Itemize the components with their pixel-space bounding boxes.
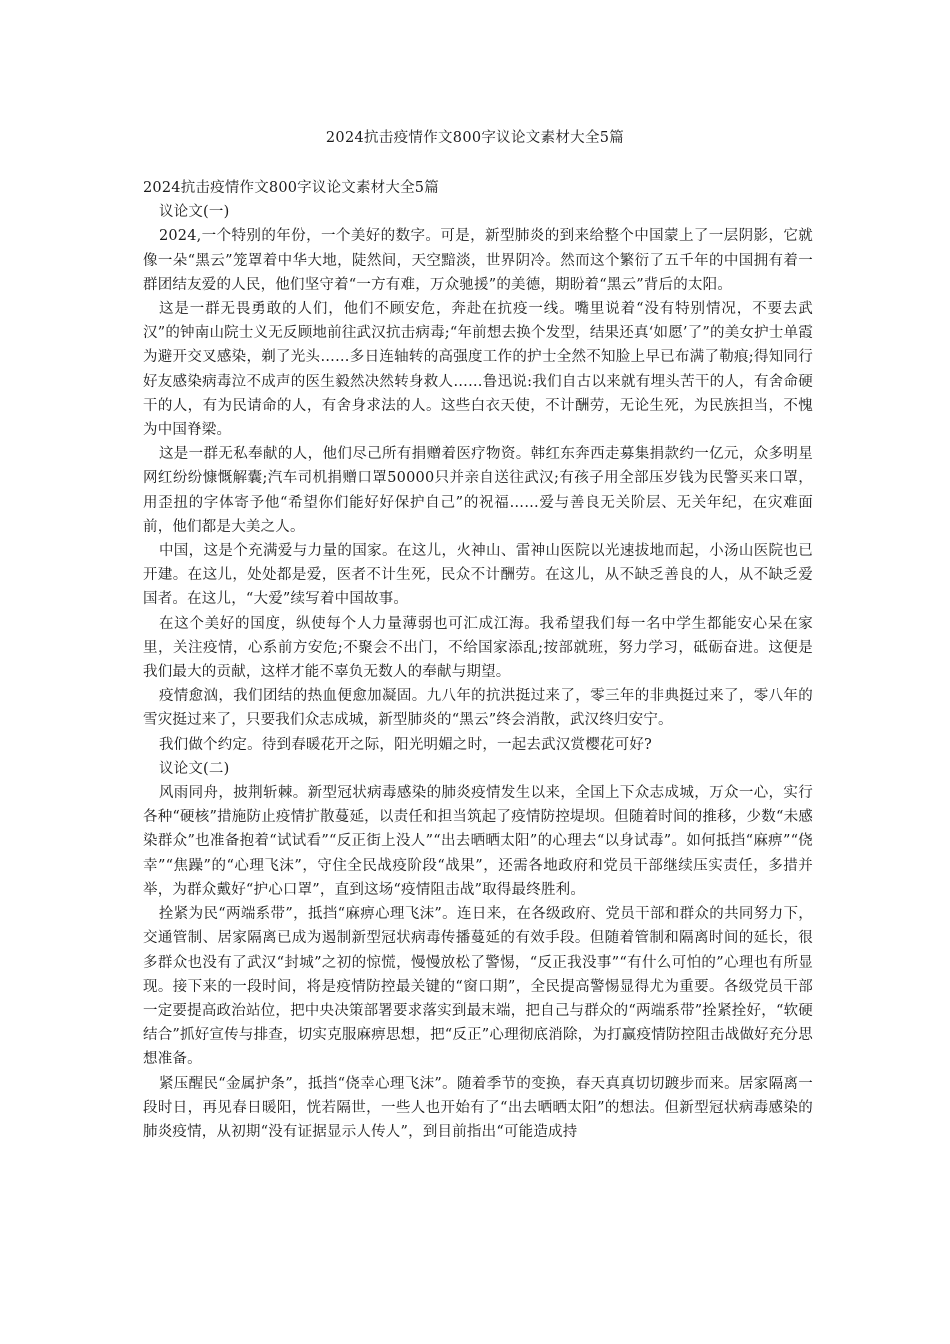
document-subtitle: 2024抗击疫情作文800字议论文素材大全5篇 [143,180,439,196]
paragraph: 风雨同舟，披荆斩棘。新型冠状病毒感染的肺炎疫情发生以来，全国上下众志成城，万众一心，实行各种“硬核”措施防止疫情扩散蔓延，以责任和担当筑起了疫情防控堤坝。但随着时间的推移，少数“未感染群众”也准备抱着“试试看”“反正街上没人”“出去晒晒太阳”的心理去“以身试毒”。如何抵挡“麻痹”“侥幸”“焦躁”的“心理飞沫”，守住全民战疫阶段“战果”，还需各地政府和党员干部继续压实责任，多措并举，为群众戴好“护心口罩”，直到这场“疫情阻击战”取得最终胜利。 [143,785,813,898]
paragraph: 这是一群无私奉献的人，他们尽己所有捐赠着医疗物资。韩红东奔西走募集捐款约一亿元，众多明星网红纷纷慷慨解囊;汽车司机捐赠口罩50000只并亲自送往武汉;有孩子用全部压岁钱为民警买来口罩，用歪扭的字体寄予他“希望你们能好好保护自己”的祝福……爱与善良无关阶层、无关年纪，在灾难面前，他们都是大美之人。 [143,446,813,535]
paragraph: 紧压醒民“金属护条”，抵挡“侥幸心理飞沫”。随着季节的变换，春天真真切切踱步而来。居家隔离一段时日，再见春日暖阳，恍若隔世，一些人也开始有了“出去晒晒太阳”的想法。但新型冠状病毒感染的肺炎疫情，从初期“没有证据显示人传人”，到目前指出“可能造成持 [143,1075,813,1140]
paragraph: 拴紧为民“两端系带”，抵挡“麻痹心理飞沫”。连日来，在各级政府、党员干部和群众的共同努力下，交通管制、居家隔离已成为遏制新型冠状病毒传播蔓延的有效手段。但随着管制和隔离时间的延长，很多群众也没有了武汉“封城”之初的惊慌，慢慢放松了警惕，“反正我没事”“有什么可怕的”心理也有所显现。接下来的一段时间，将是疫情防控最关键的“窗口期”，全民提高警惕显得尤为重要。各级党员干部一定要提高政治站位，把中央决策部署要求落实到最末端，把自己与群众的“两端系带”拴紧拴好，“软硬结合”抓好宣传与排查，切实克服麻痹思想，把“反正”心理彻底消除，为打赢疫情防控阻击战做好充分思想准备。 [143,906,813,1068]
section-heading: 议论文(二) [158,760,230,777]
document-title: 2024抗击疫情作文800字议论文素材大全5篇 [325,130,625,146]
paragraph: 疫情愈汹，我们团结的热血便愈加凝固。九八年的抗洪挺过来了，零三年的非典挺过来了，零八年的雪灾挺过来了，只要我们众志成城，新型肺炎的“黑云”终会消散，武汉终归安宁。 [143,688,813,729]
paragraph: 中国，这是个充满爱与力量的国家。在这儿，火神山、雷神山医院以光速拔地而起，小汤山医院也已开建。在这儿，处处都是爱，医者不计生死，民众不计酬劳。在这儿，从不缺乏善良的人，从不缺乏爱国者。在这儿，“大爱”续写着中国故事。 [143,543,813,608]
section-heading: 议论文(一) [158,204,230,221]
paragraph: 在这个美好的国度，纵使每个人力量薄弱也可汇成江海。我希望我们每一名中学生都能安心呆在家里，关注疫情，心系前方安危;不聚会不出门，不给国家添乱;按部就班，努力学习，砥砺奋进。这便是我们最大的贡献，这样才能不辜负无数人的奉献与期望。 [143,615,813,681]
document-body [143,176,813,1144]
paragraph: 这是一群无畏勇敢的人们，他们不顾安危，奔赴在抗疫一线。嘴里说着“没有特别情况，不要去武汉”的钟南山院士义无反顾地前往武汉抗击病毒;“年前想去换个发型，结果还真‘如愿’了”的美女护士单霞为避开交叉感染，剃了光头……多日连轴转的高强度工作的护士全然不知脸上早已布满了勒痕;得知同行好友感染病毒泣不成声的医生毅然决然转身救人……鲁迅说:我们自古以来就有埋头苦干的人，有舍命硬干的人，有为民请命的人，有舍身求法的人。这些白衣天使，不计酬劳，无论生死，为民族担当，不愧为中国脊梁。 [143,301,813,439]
paragraph: 2024,一个特别的年份，一个美好的数字。可是，新型肺炎的到来给整个中国蒙上了一层阴影，它就像一朵“黑云”笼罩着中华大地，陡然间，天空黯淡，世界阴冷。然而这个繁衍了五千年的中国拥有着一群团结友爱的人民，他们坚守着“一方有难，万众驰援”的美德，期盼着“黑云”背后的太阳。 [143,228,813,293]
paragraph: 我们做个约定。待到春暖花开之际，阳光明媚之时，一起去武汉赏樱花可好? [158,736,653,753]
